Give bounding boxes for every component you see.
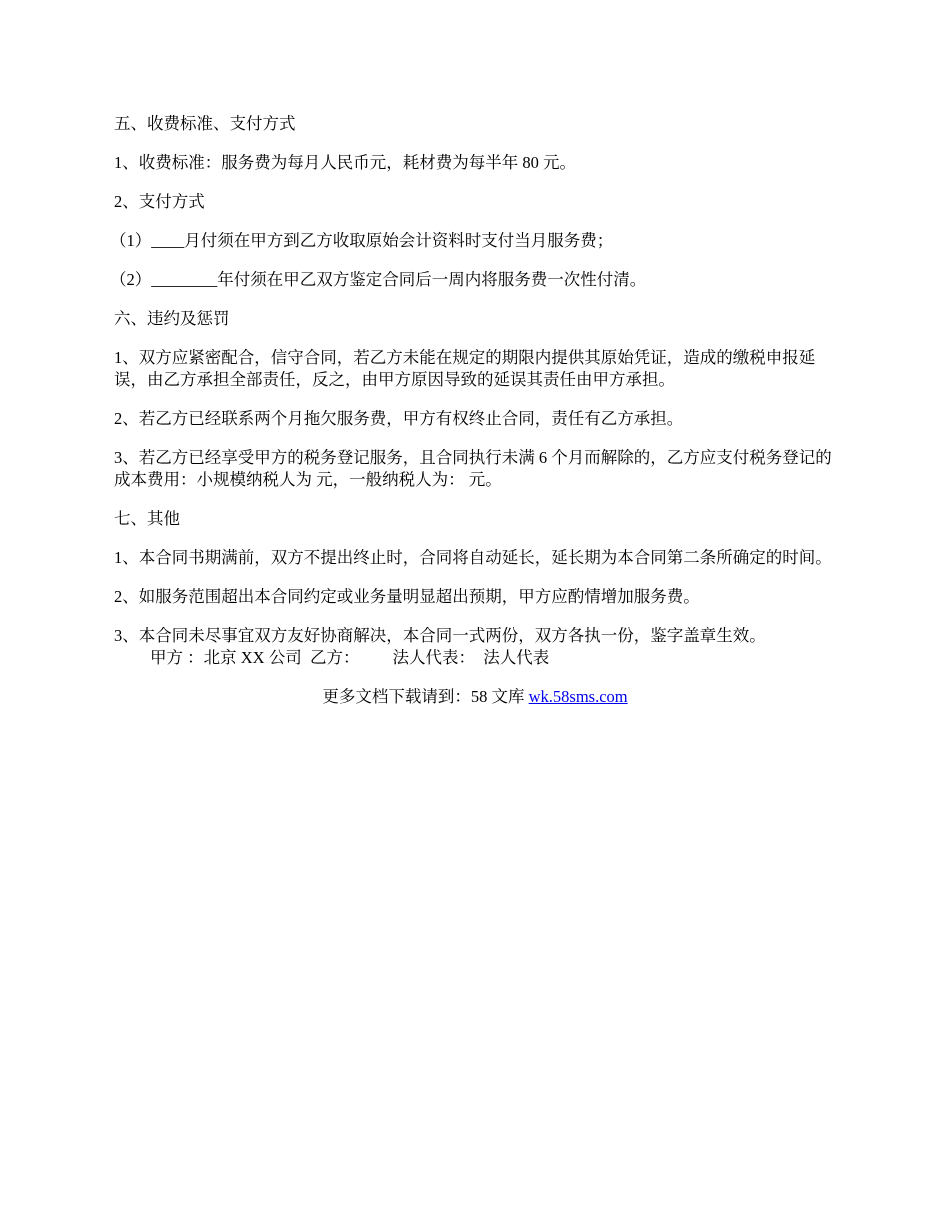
paragraph-payment-method: 2、支付方式 <box>114 192 205 211</box>
signature-line: 甲方 ：北京 XX 公司 乙方： 法人代表： 法人代表 <box>150 648 550 667</box>
paragraph-fee-standard: 1、收费标准：服务费为每月人民币元，耗材费为每半年 80 元。 <box>114 153 576 172</box>
paragraph-monthly-payment: （1）____月付须在甲方到乙方收取原始会计资料时支付当月服务费； <box>110 231 614 250</box>
paragraph-other-1: 1、本合同书期满前，双方不提出终止时，合同将自动延长，延长期为本合同第二条所确定的时间。 <box>114 548 832 567</box>
paragraph-other-2: 2、如服务范围超出本合同约定或业务量明显超出预期，甲方应酌情增加服务费。 <box>114 587 700 606</box>
footer-prefix: 更多文档下载请到：58 文库 <box>322 687 529 706</box>
paragraph-other-3: 3、本合同未尽事宜双方友好协商解决，本合同一式两份，双方各执一份，鉴字盖章生效。 <box>114 626 766 645</box>
section-heading-breach: 六、违约及惩罚 <box>114 309 230 328</box>
section-heading-other: 七、其他 <box>114 509 180 528</box>
footer-note <box>0 686 950 708</box>
paragraph-yearly-payment: （2）________年付须在甲乙双方鉴定合同后一周内将服务费一次性付清。 <box>110 270 647 289</box>
section-heading-fees: 五、收费标准、支付方式 <box>114 114 296 133</box>
paragraph-breach-3: 3、若乙方已经享受甲方的税务登记服务，且合同执行未满 6 个月而解除的，乙方应支付税务登记的成本费用：小规模纳税人为 元，一般纳税人为： 元。 <box>114 448 832 489</box>
footer-link[interactable]: wk.58sms.com <box>528 687 628 706</box>
paragraph-breach-2: 2、若乙方已经联系两个月拖欠服务费，甲方有权终止合同，责任有乙方承担。 <box>114 409 684 428</box>
document-body <box>110 113 844 725</box>
paragraph-breach-1: 1、双方应紧密配合，信守合同，若乙方未能在规定的期限内提供其原始凭证，造成的缴税申报延误，由乙方承担全部责任，反之，由甲方原因导致的延误其责任由甲方承担。 <box>114 348 816 389</box>
